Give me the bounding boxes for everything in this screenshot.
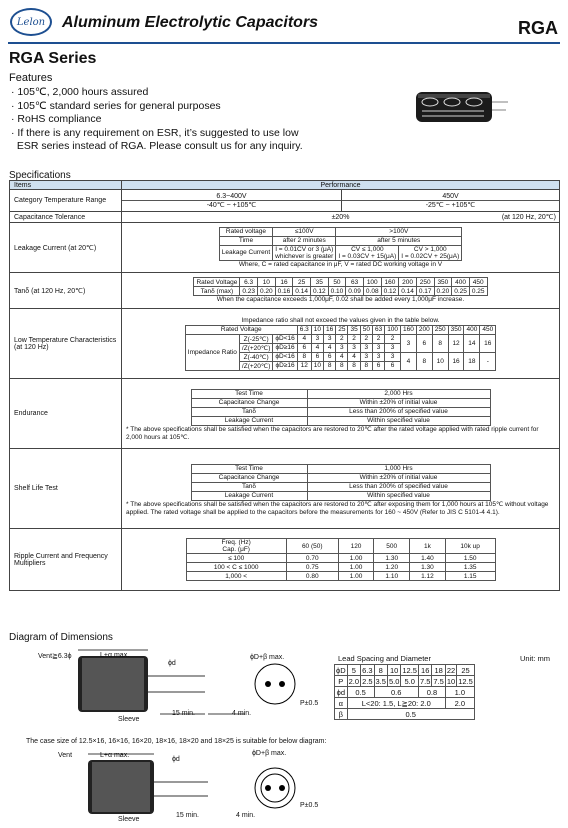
cell: 10 <box>311 325 323 334</box>
cell: 1.00 <box>338 554 374 563</box>
feature-item: · 105℃, 2,000 hours assured <box>11 86 149 98</box>
cell: 35 <box>310 278 328 287</box>
cell: ≤ 100 <box>186 554 286 563</box>
cell: Impedance Ratio <box>185 334 239 370</box>
cell: 2 <box>336 334 348 343</box>
cell: 4 <box>311 343 323 352</box>
dimensions-heading: Diagram of Dimensions <box>9 632 113 643</box>
cell: - <box>480 352 496 370</box>
series-title: RGA Series <box>9 50 97 67</box>
cell: 2,000 Hrs <box>307 389 490 398</box>
tolerance-condition: (at 120 Hz, 20℃) <box>501 214 556 221</box>
cell: 16 <box>324 325 336 334</box>
cell <box>336 245 399 260</box>
cell: 6 <box>385 361 401 370</box>
sleeve-label: Sleeve <box>118 716 140 723</box>
cell: 350 <box>448 325 464 334</box>
freq-cap-header <box>186 539 286 554</box>
cell: 1.20 <box>374 563 410 572</box>
cell: 250 <box>416 278 434 287</box>
cell: /Z(+20℃) <box>239 361 272 370</box>
voltage-range-low: 6.3~400V <box>122 193 341 201</box>
cell: 200 <box>416 325 432 334</box>
cell: 5 <box>347 665 360 676</box>
cell: 10 <box>311 361 323 370</box>
cell <box>399 245 462 260</box>
min4-label: 4 min. <box>232 710 252 717</box>
cell: 0.70 <box>286 554 338 563</box>
cell: 3 <box>385 352 401 361</box>
shelf-note: * The above specifications shall be satisfied when the capacitors are restored to 20℃ after exposing them for 1,000 hours at 105℃ without voltage applied. The rated voltage shall be applied to the capacitors before the measurements for 160 ~ 450V (Refer to JIS C 5101-4 4.1). <box>126 500 549 516</box>
diameter-label-2: ϕD+β max. <box>252 750 287 757</box>
cell: 0.12 <box>310 287 328 296</box>
cell: 8 <box>336 361 348 370</box>
cell: 0.6 <box>374 687 418 698</box>
min15-label-2: 15 min. <box>176 812 199 819</box>
leakage-label: Leakage Current (at 20℃) <box>10 223 122 273</box>
cell: after 5 minutes <box>336 236 462 245</box>
leakage-table <box>219 227 463 261</box>
cell: 0.12 <box>381 287 399 296</box>
cell: 6 <box>297 343 311 352</box>
cell: 3 <box>336 343 348 352</box>
tan-table <box>193 277 487 296</box>
feature-item: · If there is any requirement on ESR, it’s suggested to use low <box>11 126 299 139</box>
features-heading: Features <box>9 72 53 84</box>
cell: 5.0 <box>401 676 419 687</box>
cell: 160 <box>381 278 399 287</box>
cell: 1.00 <box>338 563 374 572</box>
cell: P <box>335 676 348 687</box>
cell: 3 <box>360 352 372 361</box>
cell: 3 <box>385 343 401 352</box>
cell: Capacitance Change <box>191 473 307 482</box>
cell: /Z(+20℃) <box>239 343 272 352</box>
cell: 3.5 <box>375 676 386 686</box>
document-title: Aluminum Electrolytic Capacitors <box>62 14 319 31</box>
brand-logo: Lelon <box>10 8 52 36</box>
cell: 6 <box>311 352 323 361</box>
shelf-table <box>191 464 491 501</box>
cell: 25 <box>293 278 311 287</box>
lead-diameter-label-2: ϕd <box>172 756 180 763</box>
cell: 8 <box>348 361 360 370</box>
spec-table <box>9 180 560 591</box>
cell: 25 <box>457 665 475 676</box>
performance-header: Performance <box>122 181 560 190</box>
cell: 6 <box>416 334 432 352</box>
cell: 16 <box>275 278 293 287</box>
cell: >100V <box>336 227 462 236</box>
cell: L<20: 1.5, L≧20: 2.0 <box>347 698 445 709</box>
ripple-label: Ripple Current and Frequency Multipliers <box>10 529 122 591</box>
cell: 7.5 <box>419 676 431 686</box>
lowtemp-table <box>185 325 496 371</box>
cell <box>273 245 336 260</box>
cell: 25 <box>336 325 348 334</box>
cell: Z(-40℃) <box>239 352 272 361</box>
cell: 250 <box>432 325 448 334</box>
cell: 8 <box>324 361 336 370</box>
cell: ϕD<16 <box>273 334 297 343</box>
cell: Tanδ <box>191 407 307 416</box>
cell: 1.50 <box>445 554 495 563</box>
cell: 50 <box>328 278 346 287</box>
cell: Z(-25℃) <box>239 334 272 343</box>
cell: 400 <box>452 278 470 287</box>
length-label-2: L+α max. <box>100 752 130 759</box>
cell: 2.5 <box>362 676 373 686</box>
cell: 0.20 <box>434 287 452 296</box>
cell: 100 <box>385 325 401 334</box>
cell: 0.23 <box>240 287 258 296</box>
cell: 1k <box>410 539 446 554</box>
cell: 60 (50) <box>286 539 338 554</box>
temp-range-high: -25℃ ~ +105℃ <box>425 201 476 209</box>
cell: 4 <box>297 334 311 343</box>
cell: 200 <box>399 278 417 287</box>
cell: 0.10 <box>328 287 346 296</box>
cell: 1,000 < <box>186 572 286 581</box>
cell: 2 <box>372 334 384 343</box>
cell: 450 <box>469 278 487 287</box>
cell: 0.5 <box>347 709 474 720</box>
voltage-range-high: 450V <box>342 193 559 201</box>
cell: 18 <box>464 352 480 370</box>
cell: 0.14 <box>293 287 311 296</box>
cell: Capacitance Change <box>191 398 307 407</box>
cell: 1.00 <box>338 572 374 581</box>
cell: 0.25 <box>452 287 470 296</box>
cell: 10 <box>387 665 400 676</box>
cell: 12 <box>448 334 464 352</box>
tolerance-value: ±20% <box>331 213 350 221</box>
cell: Rated voltage <box>219 227 272 236</box>
cell: 3 <box>324 334 336 343</box>
cell: 5.0 <box>388 676 400 686</box>
cell: Leakage Current <box>191 491 307 500</box>
cell: 8 <box>297 352 311 361</box>
cell: ϕD≥16 <box>273 343 297 352</box>
cell: 100 < C ≤ 1000 <box>186 563 286 572</box>
cell: ϕD<16 <box>273 352 297 361</box>
cell: Time <box>219 236 272 245</box>
cell: ϕD≥16 <box>273 361 297 370</box>
lead-diameter-label: ϕd <box>168 660 176 667</box>
cell: 63 <box>346 278 364 287</box>
cell: 1.30 <box>374 554 410 563</box>
cell: 0.14 <box>399 287 417 296</box>
cell: Within specified value <box>307 491 490 500</box>
cell: 100 <box>363 278 381 287</box>
cell: 16 <box>448 352 464 370</box>
cell: 10k up <box>445 539 495 554</box>
cell: 6.3 <box>240 278 258 287</box>
cell: 0.17 <box>416 287 434 296</box>
cell: 1.30 <box>410 563 446 572</box>
cell: 12.5 <box>402 665 417 675</box>
cell: Tanδ <box>191 482 307 491</box>
lead-table <box>334 664 475 720</box>
min15-label: 15 min. <box>172 710 195 717</box>
cell: Less than 200% of specified value <box>307 482 490 491</box>
cell: 3 <box>360 343 372 352</box>
specs-heading: Specifications <box>9 170 71 181</box>
cell: 0.20 <box>257 287 275 296</box>
cell: 1.40 <box>410 554 446 563</box>
cell: Leakage Current <box>191 416 307 425</box>
cell: 14 <box>464 334 480 352</box>
cell: 2.0 <box>348 676 360 686</box>
cell: 10 <box>432 352 448 370</box>
cell: 3 <box>348 343 360 352</box>
cell-line: CV > 1,000 <box>413 245 447 253</box>
cell: 0.5 <box>347 687 374 698</box>
sleeve-label-2: Sleeve <box>118 816 140 823</box>
cell: 0.75 <box>286 563 338 572</box>
vent-label: Vent≧6.3ϕ <box>38 653 72 660</box>
diameter-label: ϕD+β max. <box>250 654 285 661</box>
cell: 12 <box>297 361 311 370</box>
cell: 3 <box>372 343 384 352</box>
cell: 1.12 <box>410 572 446 581</box>
cell: 22 <box>446 665 456 675</box>
unit-label: Unit: mm <box>520 654 550 663</box>
cell: Within ±20% of initial value <box>307 398 490 407</box>
leakage-note: Where, C = rated capacitance in μF, V = rated DC working voltage in V <box>238 260 443 268</box>
cell: 6.3 <box>362 665 373 675</box>
lowtemp-note: Impedance ratio shall not exceed the values given in the table below. <box>241 316 440 324</box>
endurance-label: Endurance <box>10 379 122 449</box>
series-code: RGA <box>518 18 558 38</box>
cell: 1.15 <box>445 572 495 581</box>
capacitor-photo <box>416 88 508 128</box>
cell: 0.08 <box>363 287 381 296</box>
cell: 8 <box>432 334 448 352</box>
tan-label: Tanδ (at 120 Hz, 20℃) <box>10 273 122 309</box>
cell: 120 <box>338 539 374 554</box>
endurance-note: * The above specifications shall be satisfied when the capacitors are restored to 20℃ after the rated voltage applied with rated ripple current for 2,000 hours at 105℃. <box>126 425 539 441</box>
cell: Test Time <box>191 464 307 473</box>
cell: 450 <box>480 325 496 334</box>
features-list <box>11 86 303 154</box>
cell: 1.0 <box>445 687 474 698</box>
cell: 50 <box>360 325 372 334</box>
cell: α <box>335 698 348 709</box>
cell: 8 <box>374 665 387 676</box>
cell: ϕD <box>336 665 346 675</box>
cell: 2 <box>385 334 401 343</box>
feature-item: · 105℃ standard series for general purposes <box>11 99 221 112</box>
cell: 6.3 <box>297 325 311 334</box>
cell: 6 <box>372 361 384 370</box>
cell-line: I = 0.02CV + 25(μA) <box>401 252 460 260</box>
cell: 63 <box>372 325 384 334</box>
cell: 0.80 <box>286 572 338 581</box>
tolerance-label: Capacitance Tolerance <box>10 212 122 223</box>
cell: β <box>335 709 348 720</box>
endurance-table <box>191 389 491 426</box>
cell: 8 <box>416 352 432 370</box>
cell: 0.25 <box>469 287 487 296</box>
case-size-note: The case size of 12.5×16, 16×16, 16×20, 18×16, 18×20 and 18×25 is suitable for below diagram: <box>26 738 327 745</box>
min4-label-2: 4 min. <box>236 812 256 819</box>
cell: 3 <box>372 352 384 361</box>
cell: 0.8 <box>418 687 445 698</box>
cell: Less than 200% of specified value <box>307 407 490 416</box>
cell: ϕd <box>335 687 348 698</box>
cell: 10 <box>257 278 275 287</box>
cell: 160 <box>401 325 417 334</box>
cell: ≤100V <box>273 227 336 236</box>
cell: Test Time <box>191 389 307 398</box>
cell: 1.10 <box>374 572 410 581</box>
lead-table-title: Lead Spacing and Diameter <box>338 654 431 663</box>
freq-label: Freq. (Hz) <box>221 539 251 546</box>
cell: 18 <box>432 665 445 676</box>
cell: 1.35 <box>445 563 495 572</box>
cell: 10 <box>446 676 456 686</box>
cell: 3 <box>401 334 417 352</box>
cell: 4 <box>324 343 336 352</box>
cell: 2 <box>348 334 360 343</box>
cell: Within specified value <box>307 416 490 425</box>
items-header: Items <box>10 181 122 190</box>
cell: 8 <box>360 361 372 370</box>
cell: 16 <box>418 665 431 676</box>
tan-note: When the capacitance exceeds 1,000μF, 0.02 shall be added every 1,000μF increase. <box>216 296 465 303</box>
cell: 500 <box>374 539 410 554</box>
cell: 7.5 <box>433 676 444 686</box>
cell: 4 <box>348 352 360 361</box>
cell: Leakage Current <box>219 245 272 260</box>
cell: Rated Voltage <box>194 278 240 287</box>
cell: Rated Voltage <box>185 325 297 334</box>
cell: 16 <box>480 334 496 352</box>
cell: 400 <box>464 325 480 334</box>
cell-line: I = 0.01CV or 3 (μA) <box>275 245 334 253</box>
cell: 3 <box>311 334 323 343</box>
cell: 12.5 <box>458 676 473 686</box>
feature-item: ESR series instead of RGA. Please consult us for any inquiry. <box>11 140 303 152</box>
cell: 4 <box>336 352 348 361</box>
cell: 4 <box>401 352 417 370</box>
pitch-label: P±0.5 <box>300 700 319 707</box>
pitch-label-2: P±0.5 <box>300 802 319 809</box>
shelf-label: Shelf Life Test <box>10 449 122 529</box>
vent-label-2: Vent <box>58 752 73 759</box>
cell: 1,000 Hrs <box>307 464 490 473</box>
lowtemp-label: Low Temperature Characteristics (at 120 Hz) <box>10 309 122 379</box>
cap-label: Cap. (μF) <box>222 546 250 553</box>
cell-line: CV ≤ 1,000 <box>351 245 384 253</box>
temp-range-label: Category Temperature Range <box>10 190 122 212</box>
cell: 2 <box>360 334 372 343</box>
header-divider <box>8 42 560 44</box>
length-label: L+α max. <box>100 652 130 659</box>
cell: 35 <box>348 325 360 334</box>
cell-line: whichever is greater <box>275 252 334 260</box>
cell: 0.16 <box>275 287 293 296</box>
cell: 2.0 <box>445 698 474 709</box>
ripple-table <box>186 538 496 581</box>
cell: Within ±20% of initial value <box>307 473 490 482</box>
cell: after 2 minutes <box>273 236 336 245</box>
feature-item: · RoHS compliance <box>11 113 102 125</box>
cell: 0.09 <box>346 287 364 296</box>
cell: 350 <box>434 278 452 287</box>
temp-range-low: -40℃ ~ +105℃ <box>206 201 257 209</box>
cell: Tanδ (max) <box>194 287 240 296</box>
cell: 6 <box>324 352 336 361</box>
cell-line: I = 0.03CV + 15(μA) <box>338 252 397 260</box>
